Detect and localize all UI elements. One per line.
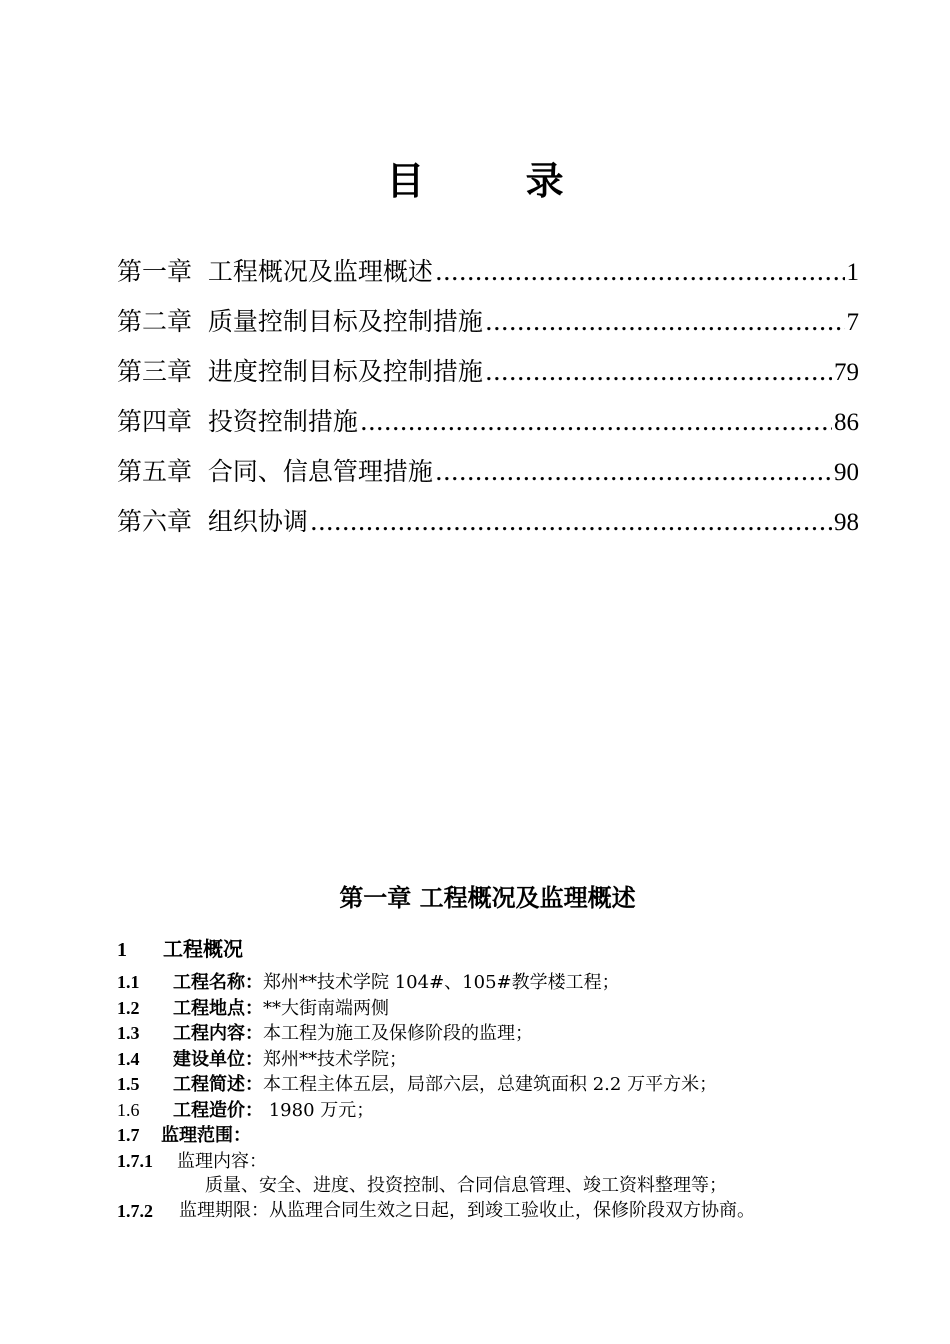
toc-chapter-title: 第六章 组织协调 bbox=[117, 507, 308, 536]
item-value: 本工程为施工及保修阶段的监理； bbox=[263, 1023, 533, 1044]
toc-leader-dots bbox=[485, 307, 845, 336]
overview-list bbox=[117, 970, 859, 1223]
toc-leader-dots bbox=[435, 257, 845, 286]
list-item bbox=[117, 1072, 859, 1098]
chapter-heading: 第一章 工程概况及监理概述 bbox=[339, 883, 636, 912]
list-item bbox=[117, 1123, 859, 1149]
item-key: 工程简述： bbox=[173, 1074, 263, 1095]
item-number: 1.2 bbox=[117, 997, 140, 1018]
item-number: 1.5 bbox=[117, 1074, 140, 1094]
item-key: 监理范围： bbox=[161, 1125, 251, 1146]
toc-chapter-title: 第二章 质量控制目标及控制措施 bbox=[117, 307, 483, 336]
toc-entry[interactable] bbox=[117, 502, 859, 552]
section-heading bbox=[117, 933, 243, 962]
toc-leader-dots bbox=[310, 507, 832, 536]
toc-page-number: 79 bbox=[834, 359, 859, 386]
sub-item-label: 监理内容： bbox=[177, 1150, 267, 1172]
toc-entry[interactable] bbox=[117, 302, 859, 352]
list-item bbox=[117, 1098, 859, 1124]
section-title: 工程概况 bbox=[163, 937, 243, 961]
toc-page-number: 98 bbox=[834, 509, 859, 536]
sub-item-number: 1.7.2 bbox=[117, 1200, 153, 1221]
toc-leader-dots bbox=[360, 407, 832, 436]
item-key: 工程地点： bbox=[173, 997, 263, 1019]
toc-entry[interactable] bbox=[117, 452, 859, 502]
list-item bbox=[117, 1021, 859, 1047]
sub-item-detail: 质量、安全、进度、投资控制、合同信息管理、竣工资料整理等； bbox=[205, 1175, 727, 1196]
item-number: 1.7 bbox=[117, 1125, 140, 1145]
item-key: 工程名称： bbox=[173, 972, 263, 993]
item-value: 郑州**技术学院； bbox=[263, 1048, 407, 1070]
item-key: 建设单位： bbox=[173, 1048, 263, 1070]
item-value: 1980 万元； bbox=[263, 1099, 375, 1121]
list-item bbox=[117, 970, 859, 996]
item-key: 工程内容： bbox=[173, 1023, 263, 1044]
toc-page-number: 1 bbox=[846, 259, 859, 286]
item-number: 1.3 bbox=[117, 1023, 140, 1043]
item-number: 1.6 bbox=[117, 1099, 140, 1120]
toc-chapter-title: 第四章 投资控制措施 bbox=[117, 407, 358, 436]
table-of-contents bbox=[117, 252, 859, 552]
toc-page-number: 7 bbox=[846, 309, 859, 336]
item-key: 工程造价： bbox=[173, 1099, 263, 1121]
toc-page-number: 86 bbox=[834, 409, 859, 436]
item-number: 1.4 bbox=[117, 1048, 140, 1069]
toc-chapter-title: 第三章 进度控制目标及控制措施 bbox=[117, 357, 483, 386]
sub-item bbox=[117, 1149, 859, 1175]
toc-page-number: 90 bbox=[834, 459, 859, 486]
section-number: 1 bbox=[117, 939, 127, 961]
item-value: **大街南端两侧 bbox=[263, 997, 389, 1019]
toc-chapter-title: 第一章 工程概况及监理概述 bbox=[117, 257, 433, 286]
sub-item bbox=[117, 1199, 859, 1224]
list-item bbox=[117, 1047, 859, 1073]
list-item bbox=[117, 996, 859, 1022]
sub-item-label: 监理期限：从监理合同生效之日起，到竣工验收止，保修阶段双方协商。 bbox=[179, 1199, 755, 1221]
sub-item-number: 1.7.1 bbox=[117, 1150, 153, 1171]
toc-leader-dots bbox=[435, 457, 832, 486]
toc-entry[interactable] bbox=[117, 252, 859, 302]
toc-chapter-title: 第五章 合同、信息管理措施 bbox=[117, 457, 433, 486]
item-value: 郑州**技术学院 104#、105#教学楼工程； bbox=[263, 972, 620, 993]
toc-entry[interactable] bbox=[117, 402, 859, 452]
toc-title: 目 录 bbox=[386, 159, 608, 203]
toc-leader-dots bbox=[485, 357, 832, 386]
item-value: 本工程主体五层，局部六层，总建筑面积 2.2 万平方米； bbox=[263, 1074, 718, 1095]
item-number: 1.1 bbox=[117, 972, 140, 992]
toc-entry[interactable] bbox=[117, 352, 859, 402]
